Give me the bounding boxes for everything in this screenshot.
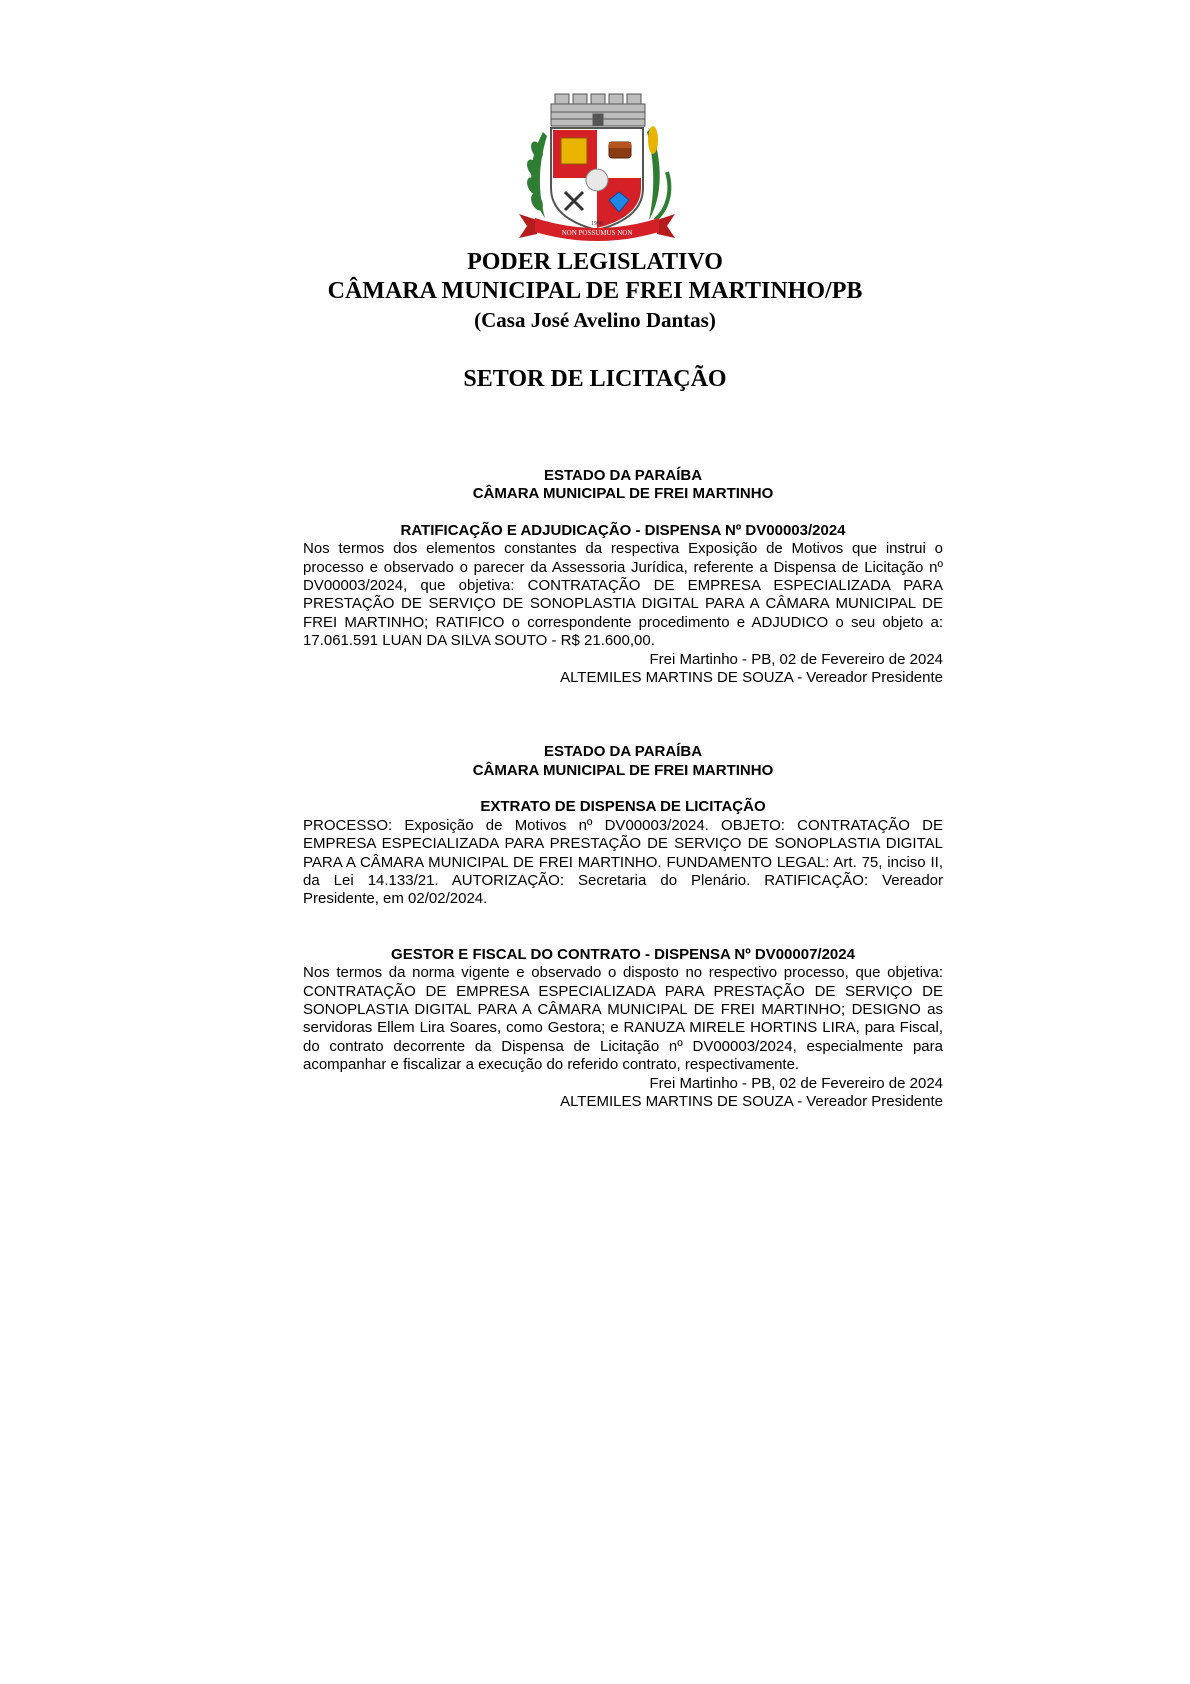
manager-title: GESTOR E FISCAL DO CONTRATO - DISPENSA Nº DV00007/2024 [391, 945, 855, 963]
place-date: Frei Martinho - PB, 02 de Fevereiro de 2024 [649, 650, 943, 668]
signature: ALTEMILES MARTINS DE SOUZA - Vereador Presidente [560, 669, 943, 687]
section-contract-manager [303, 946, 943, 1112]
place-date: Frei Martinho - PB, 02 de Fevereiro de 2024 [649, 1074, 943, 1092]
signature: ALTEMILES MARTINS DE SOUZA - Vereador Presidente [560, 1092, 943, 1110]
document-header [0, 248, 1190, 394]
corn-stalk-right [647, 126, 669, 220]
manager-body: Nos termos da norma vigente e observado o disposto no respectivo processo, que objetiva: CONTRATAÇÃO DE EMPRESA ESPECIALIZADA PARA PRESTAÇÃO DE SERVIÇO DE SONOPLASTIA DIGITAL PARA A CÂMARA MUNICIPAL DE FREI MARTINHO; DESIGNO as servidoras Ellem Lira Soares, como Gestora; e RANUZA MIRELE HORTINS LIRA, para Fiscal, do contrato decorrente da Dispensa de Licitação nº DV00003/2024, especialmente para acompanhar e fiscalizar a execução do referido contrato, respectivamente. [303, 964, 943, 1074]
ratification-title: RATIFICAÇÃO E ADJUDICAÇÃO - DISPENSA Nº DV00003/2024 [400, 521, 846, 539]
document-content [303, 467, 943, 1111]
municipal-coat-of-arms [517, 92, 677, 242]
crest-year: 1996 [591, 221, 603, 227]
header-line-3: (Casa José Avelino Dantas) [474, 308, 716, 332]
shield [551, 128, 643, 230]
state-heading: ESTADO DA PARAÍBA [543, 743, 703, 761]
header-line-2: CÂMARA MUNICIPAL DE FREI MARTINHO/PB [327, 278, 863, 304]
green-branch-left [525, 132, 547, 218]
crest-motto: NON POSSUMUS NON [561, 229, 633, 237]
state-heading: ESTADO DA PARAÍBA [543, 467, 703, 484]
sector-title: SETOR DE LICITAÇÃO [463, 366, 727, 392]
header-line-1: PODER LEGISLATIVO [467, 249, 723, 275]
ratification-body: Nos termos dos elementos constantes da respectiva Exposição de Motivos que instrui o processo e observado o parecer da Assessoria Jurídica, referente a Dispensa de Licitação nº DV00003/2024, que objetiva: CONTRATAÇÃO DE EMPRESA ESPECIALIZADA PARA PRESTAÇÃO DE SERVIÇO DE SONOPLASTIA DIGITAL PARA A CÂMARA MUNICIPAL DE FREI MARTINHO; RATIFICO o correspondente procedimento e ADJUDICO o seu objeto a: 17.061.591 LUAN DA SILVA SOUTO - R$ 21.600,00. [303, 540, 943, 650]
mural-crown [551, 94, 645, 126]
section-dispensa-extract [303, 743, 943, 908]
chamber-heading: CÂMARA MUNICIPAL DE FREI MARTINHO [472, 761, 774, 779]
extract-title: EXTRATO DE DISPENSA DE LICITAÇÃO [480, 798, 766, 816]
section-ratification [303, 467, 943, 687]
extract-body: PROCESSO: Exposição de Motivos nº DV00003/2024. OBJETO: CONTRATAÇÃO DE EMPRESA ESPECIALIZADA PARA PRESTAÇÃO DE SERVIÇO DE SONOPLASTIA DIGITAL PARA A CÂMARA MUNICIPAL DE FREI MARTINHO. FUNDAMENTO LEGAL: Art. 75, inciso II, da Lei 14.133/21. AUTORIZAÇÃO: Secretaria do Plenário. RATIFICAÇÃO: Vereador Presidente, em 02/02/2024. [303, 816, 943, 908]
chamber-heading: CÂMARA MUNICIPAL DE FREI MARTINHO [472, 485, 774, 503]
